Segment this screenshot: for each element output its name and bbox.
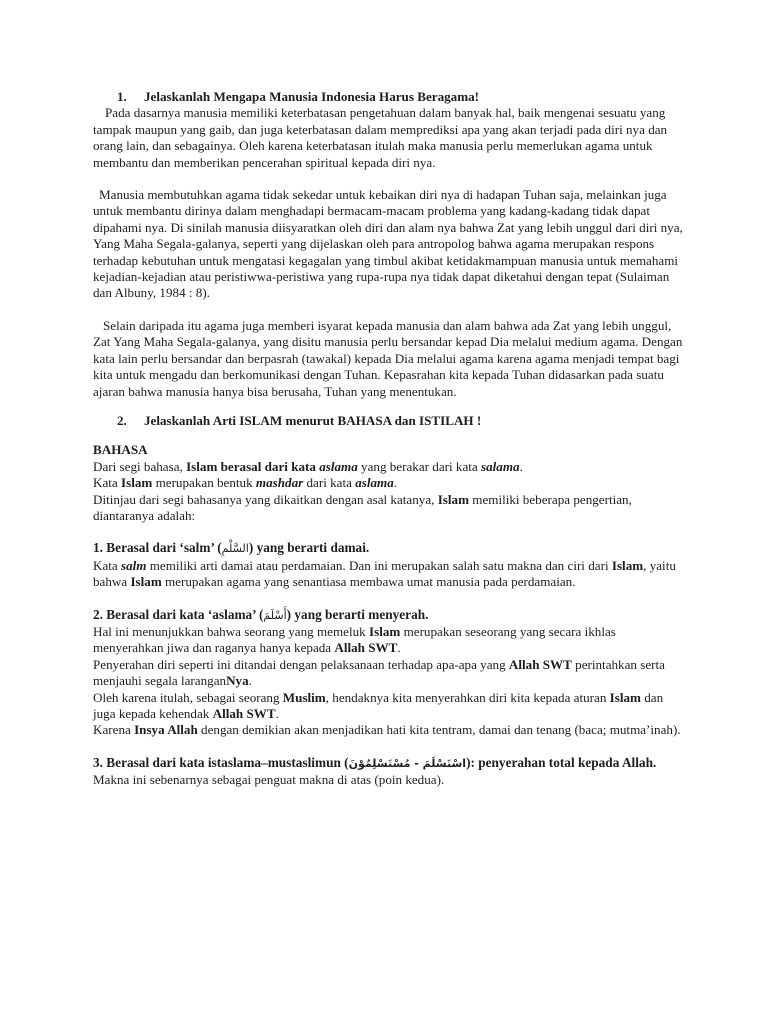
question-2-heading xyxy=(93,413,683,429)
meaning-2-heading: 2. Berasal dari kata ‘aslama’ (أَسْلَمَ) yang berarti menyerah. xyxy=(93,606,429,622)
question-2-number: 2. xyxy=(117,412,127,428)
arabic-salm: السَّلْمِ xyxy=(221,542,249,556)
meaning-1-heading: 1. Berasal dari ‘salm’ (السَّلْمِ) yang berarti damai. xyxy=(93,540,370,556)
meaning-2-text-a: Hal ini menunjukkan bahwa seorang yang memeluk Islam merupakan seseorang yang secara ikhlas menyerahkan jiwa dan raganya hanya kepada Allah SWT. xyxy=(93,623,616,656)
meaning-2-text-b: Penyerahan diri seperti ini ditandai dengan pelaksanaan terhadap apa-apa yang Allah SWT perintahkan serta menjauhi segala laranganNya. xyxy=(93,656,665,689)
meaning-2-text-d: Karena Insya Allah dengan demikian akan menjadikan hati kita tentram, damai dan tenang (baca; mutma’inah). xyxy=(93,722,681,738)
arabic-istaslama: اسْتَسْلَمَ - مُسْتَسْلِمُوْنَ xyxy=(348,756,467,770)
meaning-1-text: Kata salm memiliki arti damai atau perdamaian. Dan ini merupakan salah satu makna dan ciri dari Islam, yaitu bahwa Islam merupakan agama yang senantiasa membawa umat manusia pada perdamaian. xyxy=(93,557,676,590)
question-1-heading xyxy=(93,89,683,105)
document-page xyxy=(93,89,683,789)
question-1-paragraph-3: Selain daripada itu agama juga memberi isyarat kepada manusia dan alam bahwa ada Zat yang lebih unggul, Zat Yang Maha Segala-galanya, yang disitu manusia perlu bersandar kepad Dia melalui medium agama. Dengan kata lain perlu bersandar dan berpasrah (tawakal) kepada Dia melalui agama karena agama menjadi tempat bagi kita untuk mengadu dan berkomunikasi dengan Tuhan. Kepasrahan kita kepada Tuhan didasarkan pada suatu ajaran bahwa manusia hanya bisa berusaha, Tuhan yang menentukan. xyxy=(93,317,683,399)
meaning-3-heading: 3. Berasal dari kata istaslama–mustaslimun (اسْتَسْلَمَ - مُسْتَسْلِمُوْنَ): penyerahan total kepada Allah. xyxy=(93,754,657,770)
arabic-aslama: أَسْلَمَ xyxy=(263,608,287,622)
bahasa-line-2: Kata Islam merupakan bentuk mashdar dari kata aslama. xyxy=(93,475,398,491)
question-1-title: Jelaskanlah Mengapa Manusia Indonesia Harus Beragama! xyxy=(144,89,480,104)
question-2-title: Jelaskanlah Arti ISLAM menurut BAHASA dan ISTILAH ! xyxy=(144,412,482,428)
bahasa-heading: BAHASA xyxy=(93,442,148,458)
question-1-paragraph-2: Manusia membutuhkan agama tidak sekedar untuk kebaikan diri nya di hadapan Tuhan saja, melainkan juga untuk membantu dirinya dalam menghadapi bermacam-macam problema yang kadang-kadang tidak dapat dipahami nya. Di sinilah manusia diisyaratkan oleh diri dan alam nya bahwa Zat yang lebih unggul dari diri nya, Yang Maha Segala-galanya, seperti yang dijelaskan oleh para antropolog bahwa agama merupakan respons terhadap kebutuhan untuk mengatasi kegagalan yang timbul akibat ketidakmampuan manusia untuk memahami kejadian-kejadian atau peristiwwa-peristiwa yang rupa-rupa nya tidak dapat diketahui dengan tepat (Sulaiman dan Albuny, 1984 : 8). xyxy=(93,187,683,301)
meaning-3-text: Makna ini sebenarnya sebagai penguat makna di atas (poin kedua). xyxy=(93,772,445,788)
bahasa-line-1: Dari segi bahasa, Islam berasal dari kata aslama yang berakar dari kata salama. xyxy=(93,458,523,474)
bahasa-line-3: Ditinjau dari segi bahasanya yang dikaitkan dengan asal katanya, Islam memiliki beberapa pengertian, diantaranya adalah: xyxy=(93,491,632,523)
question-1-number: 1. xyxy=(117,89,127,104)
question-1-paragraph-1: Pada dasarnya manusia memiliki keterbatasan pengetahuan dalam banyak hal, baik mengenai sesuatu yang tampak maupun yang gaib, dan juga keterbatasan dalam memprediksi apa yang akan terjadi pada diri nya dan orang lain, dan sebagainya. Oleh karena keterbatasan itulah maka manusia perlu memerlukan agama untuk membantu dan memberikan pencerahan spiritual kepada diri nya. xyxy=(93,105,668,170)
meaning-2-text-c: Oleh karena itulah, sebagai seorang Muslim, hendaknya kita menyerahkan diri kita kepada aturan Islam dan juga kepada kehendak Allah SWT. xyxy=(93,689,664,721)
